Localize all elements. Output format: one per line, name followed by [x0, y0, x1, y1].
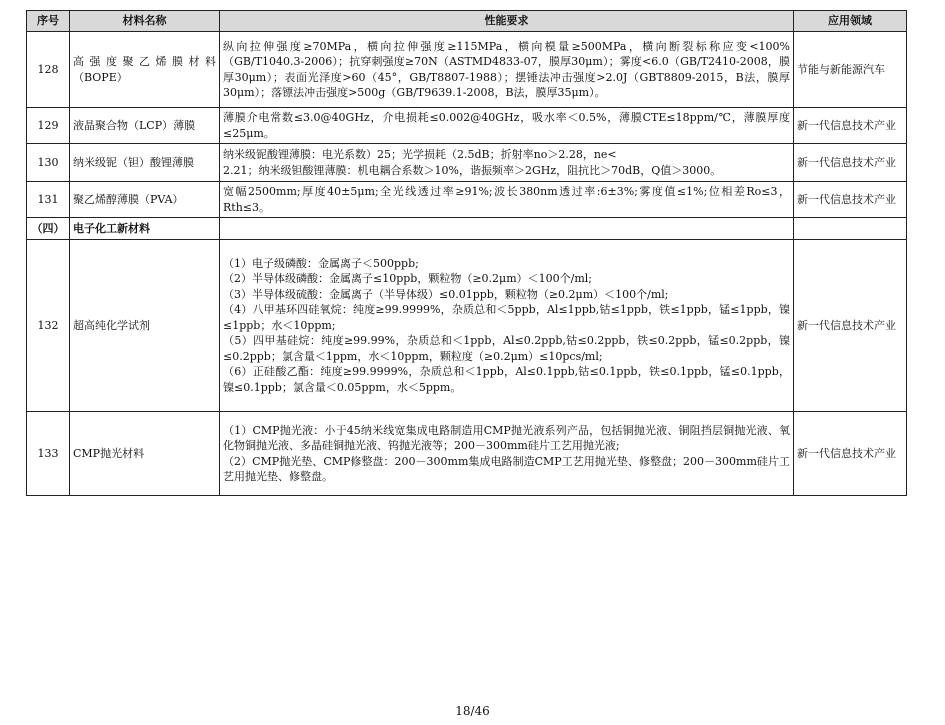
row-application: 节能与新能源汽车: [794, 32, 907, 108]
table-row: [27, 32, 907, 108]
row-serial: 130: [27, 144, 70, 182]
row-application: 新一代信息技术产业: [794, 240, 907, 412]
row-requirements: [220, 32, 794, 108]
row-serial: 129: [27, 108, 70, 144]
row-application: 新一代信息技术产业: [794, 144, 907, 182]
row-material-name: CMP抛光材料: [70, 412, 220, 496]
section-number: （四）: [27, 218, 70, 240]
section-row: [27, 218, 907, 240]
requirement-line: 纵向拉伸强度≥70MPa，横向拉伸强度≥115MPa，横向模量≥500MPa，横向断裂标称应变<100%（GB/T1040.3-2006）；抗穿刺强度≥70N（ASTMD4833-07，膜厚30μm）；雾度<6.0（GB/T2410-2008，膜厚30μm）；表面光泽度>60（45°，GB/T8807-1988）；摆锤法冲击强度>2.0J（GBT8809-2015，B法，膜厚30μm）；落镖法冲击强度>500g（GB/T9639.1-2008，B法，膜厚35μm）。: [223, 39, 790, 99]
requirement-line: （1）CMP抛光液：小于45纳米线宽集成电路制造用CMP抛光液系列产品，包括铜抛光液、铜阻挡层铜抛光液、氧化物铜抛光液、多晶硅铜抛光液、钨抛光液等；200－300mm硅片工艺用抛光液;: [223, 423, 790, 452]
row-serial: 131: [27, 182, 70, 218]
row-requirements: [220, 240, 794, 412]
row-material-name: 高强度聚乙烯膜材料（BOPE）: [70, 32, 220, 108]
row-application: 新一代信息技术产业: [794, 108, 907, 144]
header-material-name: 材料名称: [70, 11, 220, 32]
header-application: 应用领域: [794, 11, 907, 32]
requirement-line: （4）八甲基环四硅氧烷：纯度≥99.9999%，杂质总和＜5ppb，Al≤1ppb,钴≤1ppb，铁≤1ppb，锰≤1ppb，镍≤1ppb；水＜10ppm;: [223, 303, 790, 332]
row-application: 新一代信息技术产业: [794, 412, 907, 496]
page-number: 18/46: [455, 704, 490, 718]
row-serial: 128: [27, 32, 70, 108]
requirement-line: （3）半导体级硫酸：金属离子（半导体级）≤0.01ppb，颗粒物（≥0.2μm）＜100个/ml;: [223, 287, 669, 301]
requirement-line: （2）CMP抛光垫、CMP修整盘：200－300mm集成电路制造CMP工艺用抛光垫、修整盘；200－300mm硅片工艺用抛光垫、修整盘。: [223, 454, 790, 483]
materials-spec-table: [26, 10, 907, 496]
requirement-line: 纳米级铌酸锂薄膜：电光系数）25；光学损耗（2.5dB；折射率no＞2.28，ne<: [223, 148, 617, 161]
requirement-line: （2）半导体级磷酸：金属离子≤10ppb，颗粒物（≥0.2μm）＜100个/ml;: [223, 272, 592, 286]
row-requirements: [220, 182, 794, 218]
table-header-row: [27, 11, 907, 32]
table-row: [27, 240, 907, 412]
row-requirements: [220, 108, 794, 144]
table-row: [27, 108, 907, 144]
requirement-line: （1）电子级磷酸：金属离子＜500ppb;: [223, 256, 419, 270]
requirement-line: 宽幅2500mm;厚度40±5μm;全光线透过率≥91%;波长380nm透过率:6±3%;雾度值≤1%;位相差Ro≤3，Rth≤3。: [223, 185, 790, 214]
table-row: [27, 144, 907, 182]
row-serial: 133: [27, 412, 70, 496]
row-material-name: 液晶聚合物（LCP）薄膜: [70, 108, 220, 144]
row-serial: 132: [27, 240, 70, 412]
header-serial: 序号: [27, 11, 70, 32]
row-requirements: [220, 412, 794, 496]
section-title: 电子化工新材料: [70, 218, 220, 240]
section-empty-cell: [220, 218, 794, 240]
row-material-name: 纳米级铌（钽）酸锂薄膜: [70, 144, 220, 182]
row-material-name: 聚乙烯醇薄膜（PVA）: [70, 182, 220, 218]
row-material-name: 超高纯化学试剂: [70, 240, 220, 412]
requirement-line: （6）正硅酸乙酯：纯度≥99.9999%，杂质总和＜1ppb，Al≤0.1ppb,钴≤0.1ppb，铁≤0.1ppb，锰≤0.1ppb，镍≤0.1ppb；氯含量＜0.05ppm，水＜5ppm。: [223, 365, 790, 394]
requirement-line: 2.21；纳米级钽酸锂薄膜：机电耦合系数＞10%，谐振频率＞2GHz，阻抗比＞70dB，Q值＞3000。: [223, 163, 722, 177]
header-performance: 性能要求: [220, 11, 794, 32]
row-application: 新一代信息技术产业: [794, 182, 907, 218]
table-row: [27, 412, 907, 496]
requirement-line: 薄膜介电常数≤3.0@40GHz，介电损耗≤0.002@40GHz，吸水率＜0.5%，薄膜CTE≤18ppm/℃，薄膜厚度≤25μm。: [223, 111, 790, 140]
table-row: [27, 182, 907, 218]
section-empty-cell: [794, 218, 907, 240]
requirement-line: （5）四甲基硅烷：纯度≥99.99%，杂质总和＜1ppb，Al≤0.2ppb,钴≤0.2ppb，铁≤0.2ppb，锰≤0.2ppb，镍≤0.2ppb；氯含量＜1ppm，水＜10ppm，颗粒度（≥0.2μm）≤10pcs/ml;: [223, 334, 790, 363]
row-requirements: [220, 144, 794, 182]
